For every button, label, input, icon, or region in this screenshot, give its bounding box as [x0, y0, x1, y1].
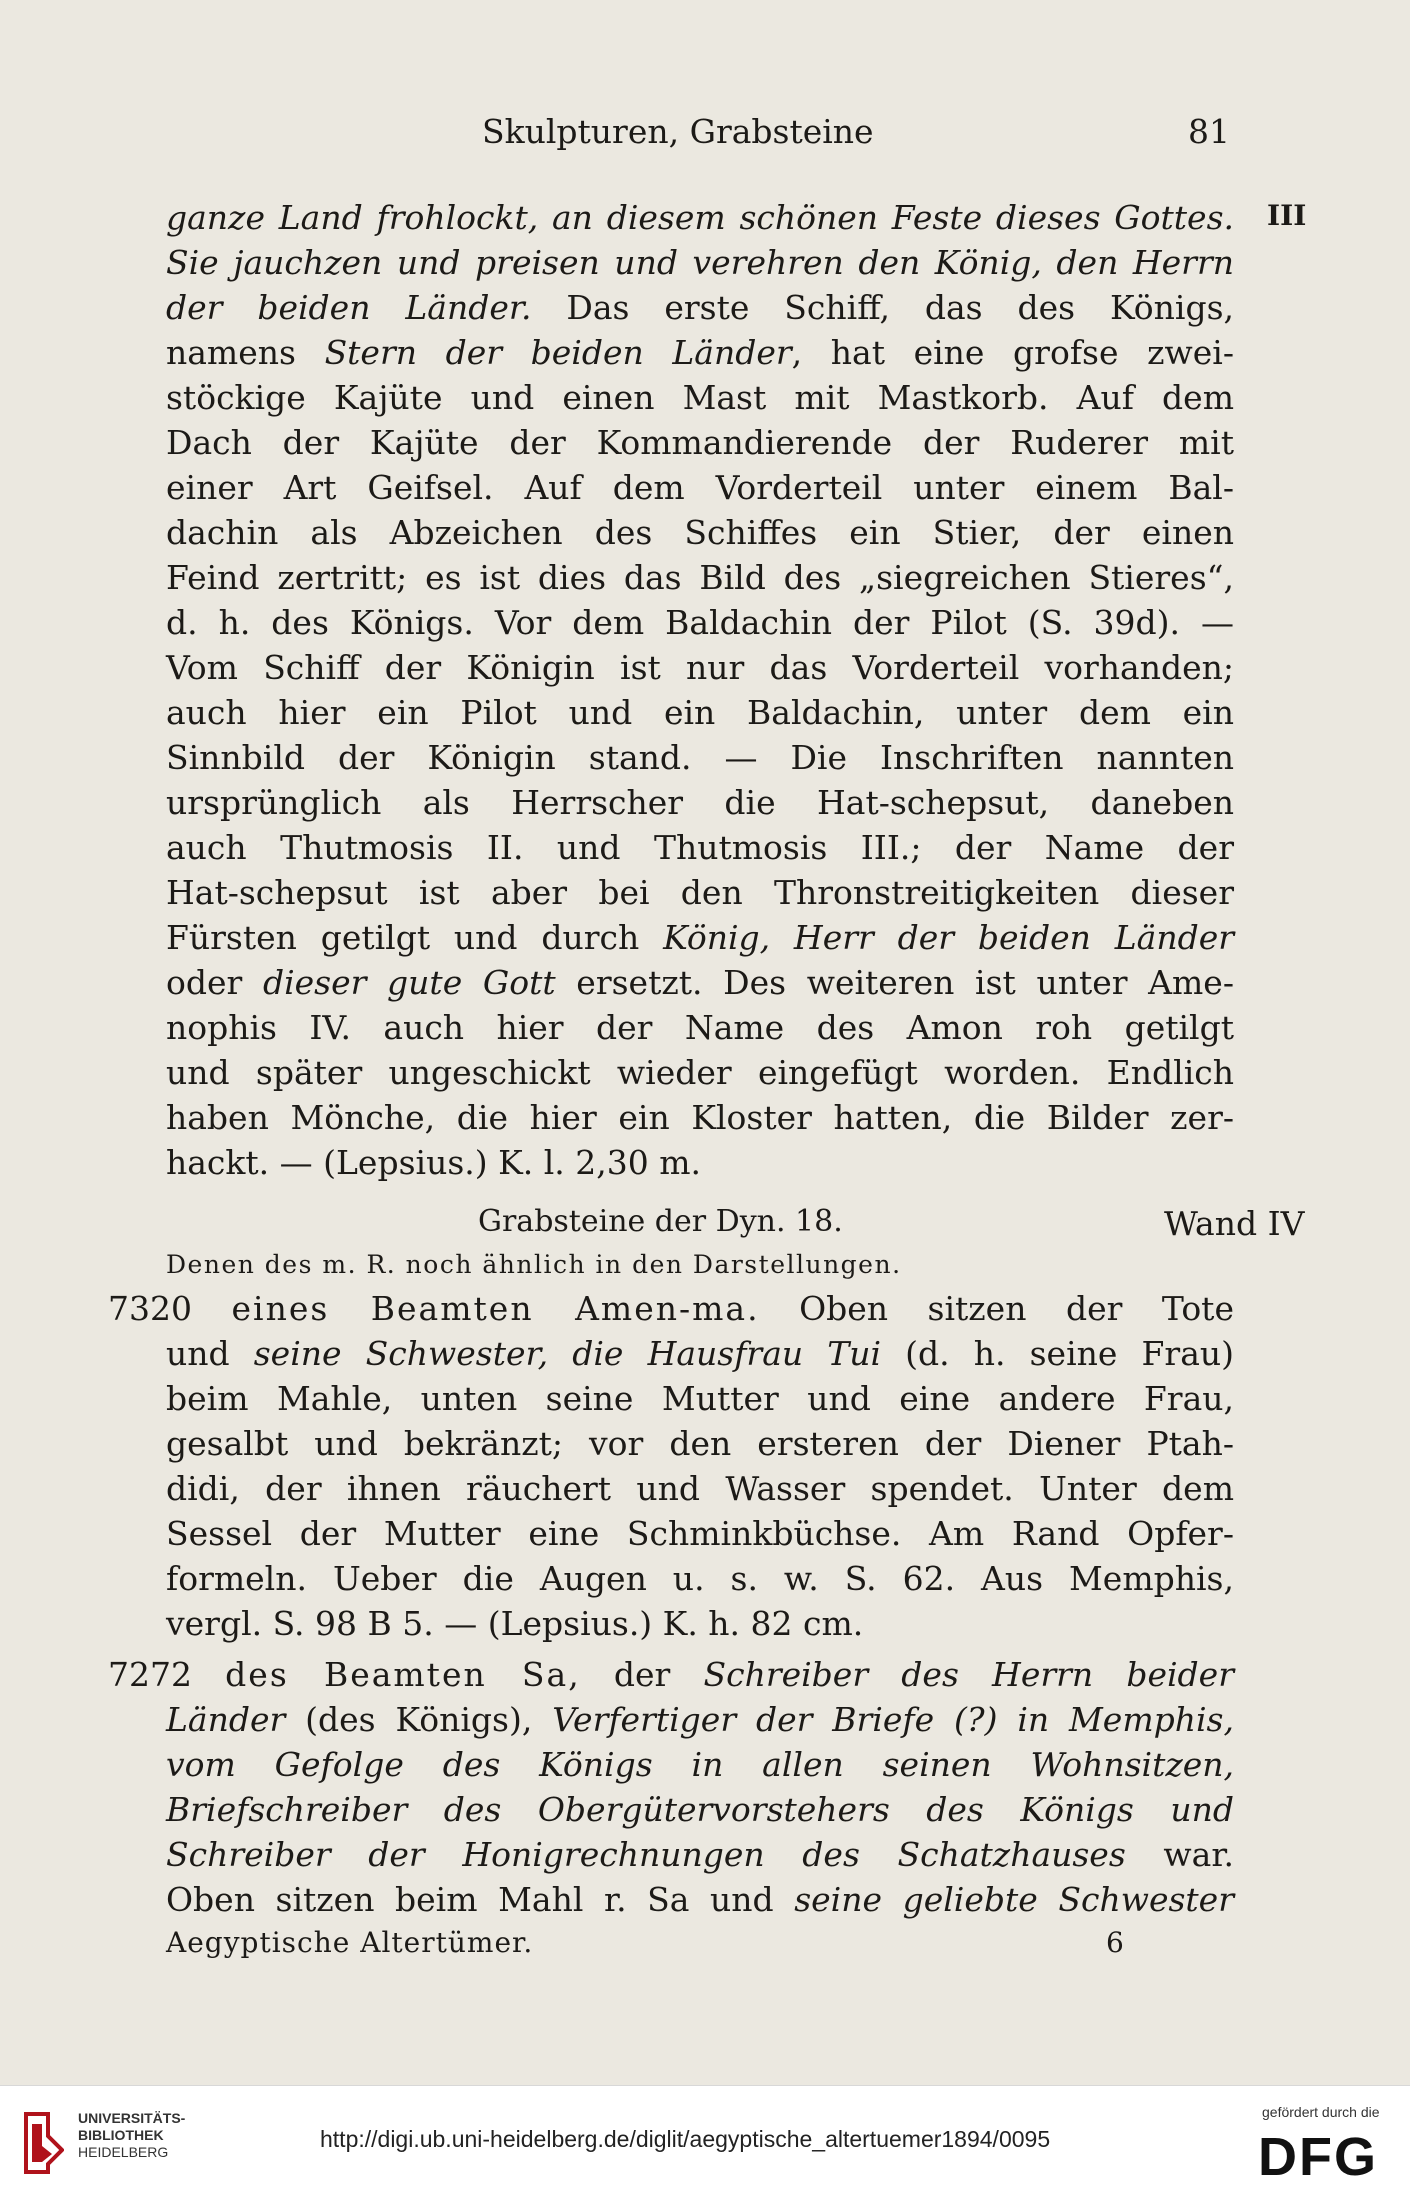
catalogue-number: 7320 — [108, 1289, 192, 1328]
margin-marker: III — [1267, 199, 1307, 232]
text-line: didi, der ihnen räuchert und Wasser spendet. Unter dem — [166, 1469, 1234, 1508]
text-line: auch hier ein Pilot und ein Baldachin, unter dem ein — [166, 693, 1234, 732]
text-line: stöckige Kajüte und einen Mast mit Mastkorb. Auf dem — [166, 378, 1234, 417]
text-line: Länder (des Königs), Verfertiger der Briefe (?) in Memphis, — [166, 1700, 1234, 1739]
text-line: Sie jauchzen und preisen und verehren den König, den Herrn — [166, 243, 1234, 282]
text-line: formeln. Ueber die Augen u. s. w. S. 62. Aus Memphis, — [166, 1559, 1234, 1598]
text-line: vom Gefolge des Königs in allen seinen Wohnsitzen, — [166, 1745, 1234, 1784]
dfg-logo: DFG — [1258, 2127, 1378, 2187]
text-line: dachin als Abzeichen des Schiffes ein Stier, der einen — [166, 513, 1234, 552]
viewer-footer-bar — [0, 2085, 1410, 2200]
text-line: Briefschreiber des Obergütervorstehers des Königs und — [166, 1790, 1234, 1829]
catalogue-entry-line: 7320 eines Beamten Amen-ma. Oben sitzen der Tote — [108, 1289, 1234, 1328]
text-line: Sinnbild der Königin stand. — Die Inschriften nannten — [166, 738, 1234, 777]
text-line: einer Art Geifsel. Auf dem Vorderteil unter einem Bal- — [166, 468, 1234, 507]
text-line: Vom Schiff der Königin ist nur das Vorderteil vorhanden; — [166, 648, 1234, 687]
catalogue-number: 7272 — [108, 1655, 192, 1694]
text-line: Fürsten getilgt und durch König, Herr der beiden Länder — [166, 918, 1235, 957]
text-line: nophis IV. auch hier der Name des Amon roh getilgt — [166, 1008, 1234, 1047]
text-line: gesalbt und bekränzt; vor den ersteren der Diener Ptah- — [166, 1424, 1234, 1463]
text-line: hackt. — (Lepsius.) K. l. 2,30 m. — [166, 1143, 702, 1182]
text-line: Schreiber der Honigrechnungen des Schatzhauses war. — [166, 1835, 1234, 1874]
permalink-url[interactable]: http://digi.ub.uni-heidelberg.de/diglit/aegyptische_altertuemer1894/0095 — [320, 2126, 1051, 2152]
text-line: der beiden Länder. Das erste Schiff, das des Königs, — [166, 288, 1234, 327]
section-subheading: Denen des m. R. noch ähnlich in den Darstellungen. — [166, 1250, 902, 1279]
text-line: haben Mönche, die hier ein Kloster hatten, die Bilder zer- — [166, 1098, 1234, 1137]
text-line: ganze Land frohlockt, an diesem schönen Feste dieses Gottes. — [166, 198, 1234, 237]
text-line: beim Mahle, unten seine Mutter und eine andere Frau, — [166, 1379, 1234, 1418]
funded-by-label: gefördert durch die — [1262, 2104, 1380, 2120]
wall-label: Wand IV — [1164, 1204, 1305, 1243]
catalogue-entry-line: 7272 des Beamten Sa, der Schreiber des Herrn beider — [108, 1655, 1234, 1694]
signature-number: 6 — [1106, 1926, 1124, 1959]
text-line: auch Thutmosis II. und Thutmosis III.; der Name der — [166, 828, 1234, 867]
page-number: 81 — [1188, 112, 1230, 151]
text-line: oder dieser gute Gott ersetzt. Des weiteren ist unter Ame- — [166, 963, 1234, 1002]
library-name: UNIVERSITÄTS- BIBLIOTHEK HEIDELBERG — [78, 2110, 186, 2160]
text-line: namens Stern der beiden Länder, hat eine grofse zwei- — [166, 333, 1234, 372]
section-heading: Grabsteine der Dyn. 18. — [478, 1204, 843, 1239]
text-line: Feind zertritt; es ist dies das Bild des „siegreichen Stieres“, — [166, 558, 1234, 597]
text-line: und später ungeschickt wieder eingefügt worden. Endlich — [166, 1053, 1234, 1092]
text-line: und seine Schwester, die Hausfrau Tui (d. h. seine Frau) — [166, 1334, 1235, 1373]
text-line: Sessel der Mutter eine Schminkbüchse. Am Rand Opfer- — [166, 1514, 1234, 1553]
signature-line: Aegyptische Altertümer. — [166, 1926, 534, 1959]
text-line: ursprünglich als Herrscher die Hat-schepsut, daneben — [166, 783, 1234, 822]
text-line: Dach der Kajüte der Kommandierende der Ruderer mit — [166, 423, 1234, 462]
running-title: Skulpturen, Grabsteine — [482, 112, 874, 151]
text-line: Hat-schepsut ist aber bei den Thronstreitigkeiten dieser — [166, 873, 1234, 912]
text-line: Oben sitzen beim Mahl r. Sa und seine geliebte Schwester — [166, 1880, 1234, 1919]
university-library-logo-icon — [18, 2106, 64, 2176]
text-line: d. h. des Königs. Vor dem Baldachin der Pilot (S. 39d). — — [166, 603, 1234, 642]
text-line: vergl. S. 98 B 5. — (Lepsius.) K. h. 82 cm. — [166, 1604, 864, 1643]
